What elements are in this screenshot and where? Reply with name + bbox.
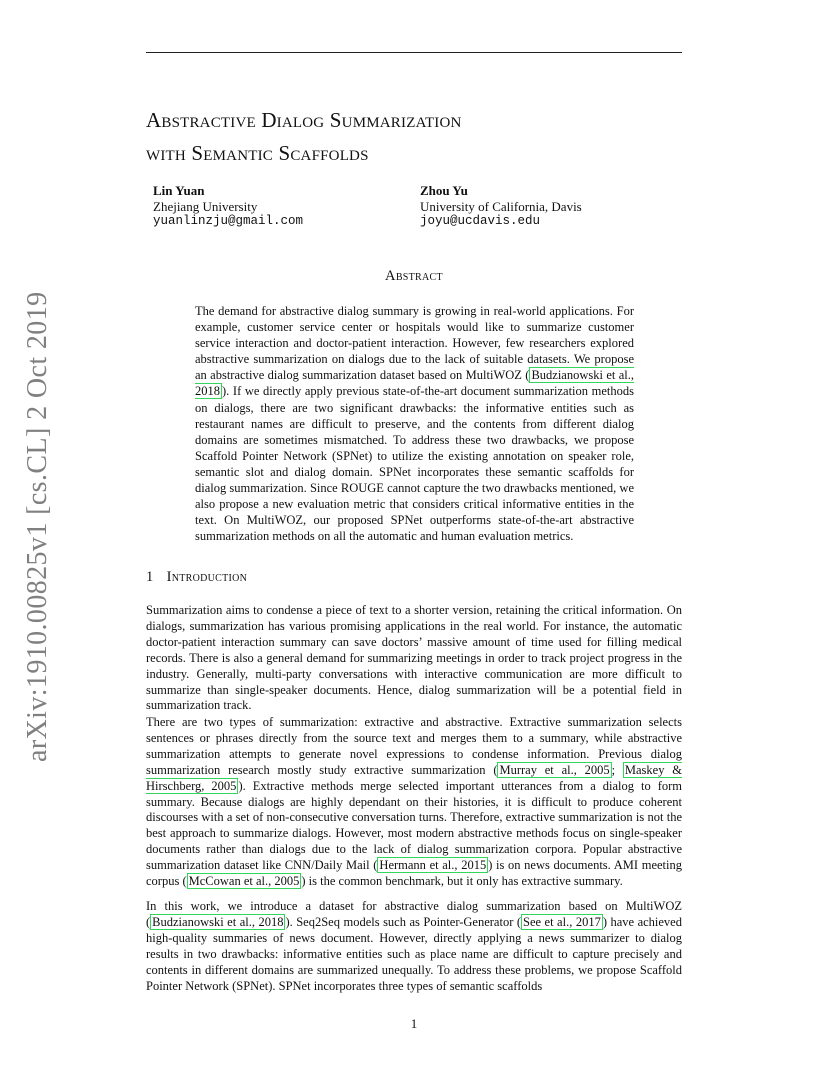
title-line-1: Abstractive Dialog Summarization (146, 108, 462, 132)
section-heading (146, 569, 247, 586)
intro-paragraph-1: Summarization aims to condense a piece of text to a shorter version, retaining the critical information. On dialogs, summarization has various promising applications in the real world. For instance, the automatic doctor-patient interaction summary can save doctors’ massive amount of time used for filling medical records. There is also a general demand for summarizing meetings in order to track project progress in the industry. Generally, multi-party conversations with interactive communication are more difficult to summarize than single-speaker documents. Hence, dialog summarization will be a potential field in summarization track. (146, 603, 682, 713)
title-line-2: with Semantic Scaffolds (146, 141, 369, 165)
arxiv-stamp: arXiv:1910.00825v1 [cs.CL] 2 Oct 2019 (22, 291, 53, 762)
citation-link[interactable]: See et al., 2017 (523, 914, 601, 929)
citation-link[interactable]: Maskey & Hirschberg, 2005 (146, 762, 682, 793)
intro-paragraph-2 (146, 715, 682, 890)
top-rule (146, 52, 682, 53)
citation-link[interactable]: McCowan et al., 2005 (188, 874, 300, 889)
author-email[interactable]: joyu@ucdavis.edu (420, 214, 541, 228)
author-name: Zhou Yu (420, 183, 468, 198)
citation-link[interactable]: Hermann et al., 2015 (379, 858, 487, 873)
paragraph-text: ) is on news documents. AMI meeting corpus ( (146, 858, 682, 889)
paragraph-text: ). Seq2Seq models such as Pointer-Generator ( (285, 914, 522, 929)
paragraph-text: There are two types of summarization: extractive and abstractive. Extractive summarization selects sentences or phrases directly from the source text and merges them to a summary, while abstractive summarization attempts to generate novel expressions to condense information. Previous dialog summarization research mostly study extractive summarization ( (146, 715, 682, 777)
author-email[interactable]: yuanlinzju@gmail.com (153, 214, 304, 228)
citation-link[interactable]: Budzianowski et al., 2018 (195, 368, 634, 399)
author-2 (420, 183, 582, 230)
citation-link[interactable]: Murray et al., 2005 (499, 762, 610, 777)
author-1 (153, 183, 303, 230)
author-name: Lin Yuan (153, 183, 205, 198)
paragraph-text: ; (611, 762, 623, 777)
paper-title (146, 104, 706, 170)
author-affiliation: University of California, Davis (420, 198, 582, 214)
abstract-part: ). If we directly apply previous state-of-the-art document summarization methods on dialogs, there are two significant drawbacks: the informative entities such as restaurant names are difficult to preserve, and the contents from different dialog domains are sometimes mismatched. To address these two drawbacks, we propose Scaffold Pointer Network (SPNet) to utilize the existing annotation on speaker role, semantic slot and dialog domain. SPNet incorporates these semantic scaffolds for dialog summarization. Since ROUGE cannot capture the two drawbacks mentioned, we also propose a new evaluation metric that considers critical informative entities in the text. On MultiWOZ, our proposed SPNet outperforms state-of-the-art abstractive summarization methods on all the automatic and human evaluation metrics. (195, 384, 634, 544)
author-affiliation: Zhejiang University (153, 198, 258, 214)
section-number: 1 (146, 569, 154, 585)
abstract-text (195, 303, 634, 544)
paragraph-text: ) is the common benchmark, but it only has extractive summary. (301, 874, 623, 889)
paragraph-text: ) have achieved high-quality summaries of news document. However, directly applying a news summarizer to dialog results in two drawbacks: informative entities such as place name are difficult to capture precisely and contents in different domains are summarized unequally. To address these problems, we propose Scaffold Pointer Network (SPNet). SPNet incorporates three types of semantic scaffolds (146, 914, 682, 993)
intro-paragraph-3 (146, 899, 682, 994)
citation-link[interactable]: Budzianowski et al., 2018 (152, 914, 284, 929)
paragraph-text: ). Extractive methods merge selected important utterances from a dialog to form summary. Because dialogs are highly dependant on their histories, it is difficult to produce coherent discourses with a set of non-consecutive conversation turns. Therefore, extractive summarization is not the best approach to summarize dialogs. However, most modern abstractive methods focus on single-speaker documents rather than dialogs due to the lack of dialog summarization corpora. Popular abstractive summarization dataset like CNN/Daily Mail ( (146, 778, 682, 873)
abstract-heading: Abstract (385, 268, 443, 284)
page-number: 1 (410, 1016, 418, 1031)
paragraph-text: In this work, we introduce a dataset for abstractive dialog summarization based on MultiWOZ ( (146, 899, 682, 929)
section-title: Introduction (166, 569, 248, 585)
abstract-part: The demand for abstractive dialog summary is growing in real-world applications. For example, customer service center or hospitals would like to summarize customer service interaction and doctor-patient interaction. However, few researchers explored abstractive summarization on dialogs due to the lack of suitable datasets. We propose an abstractive dialog summarization dataset based on MultiWOZ ( (195, 304, 634, 383)
